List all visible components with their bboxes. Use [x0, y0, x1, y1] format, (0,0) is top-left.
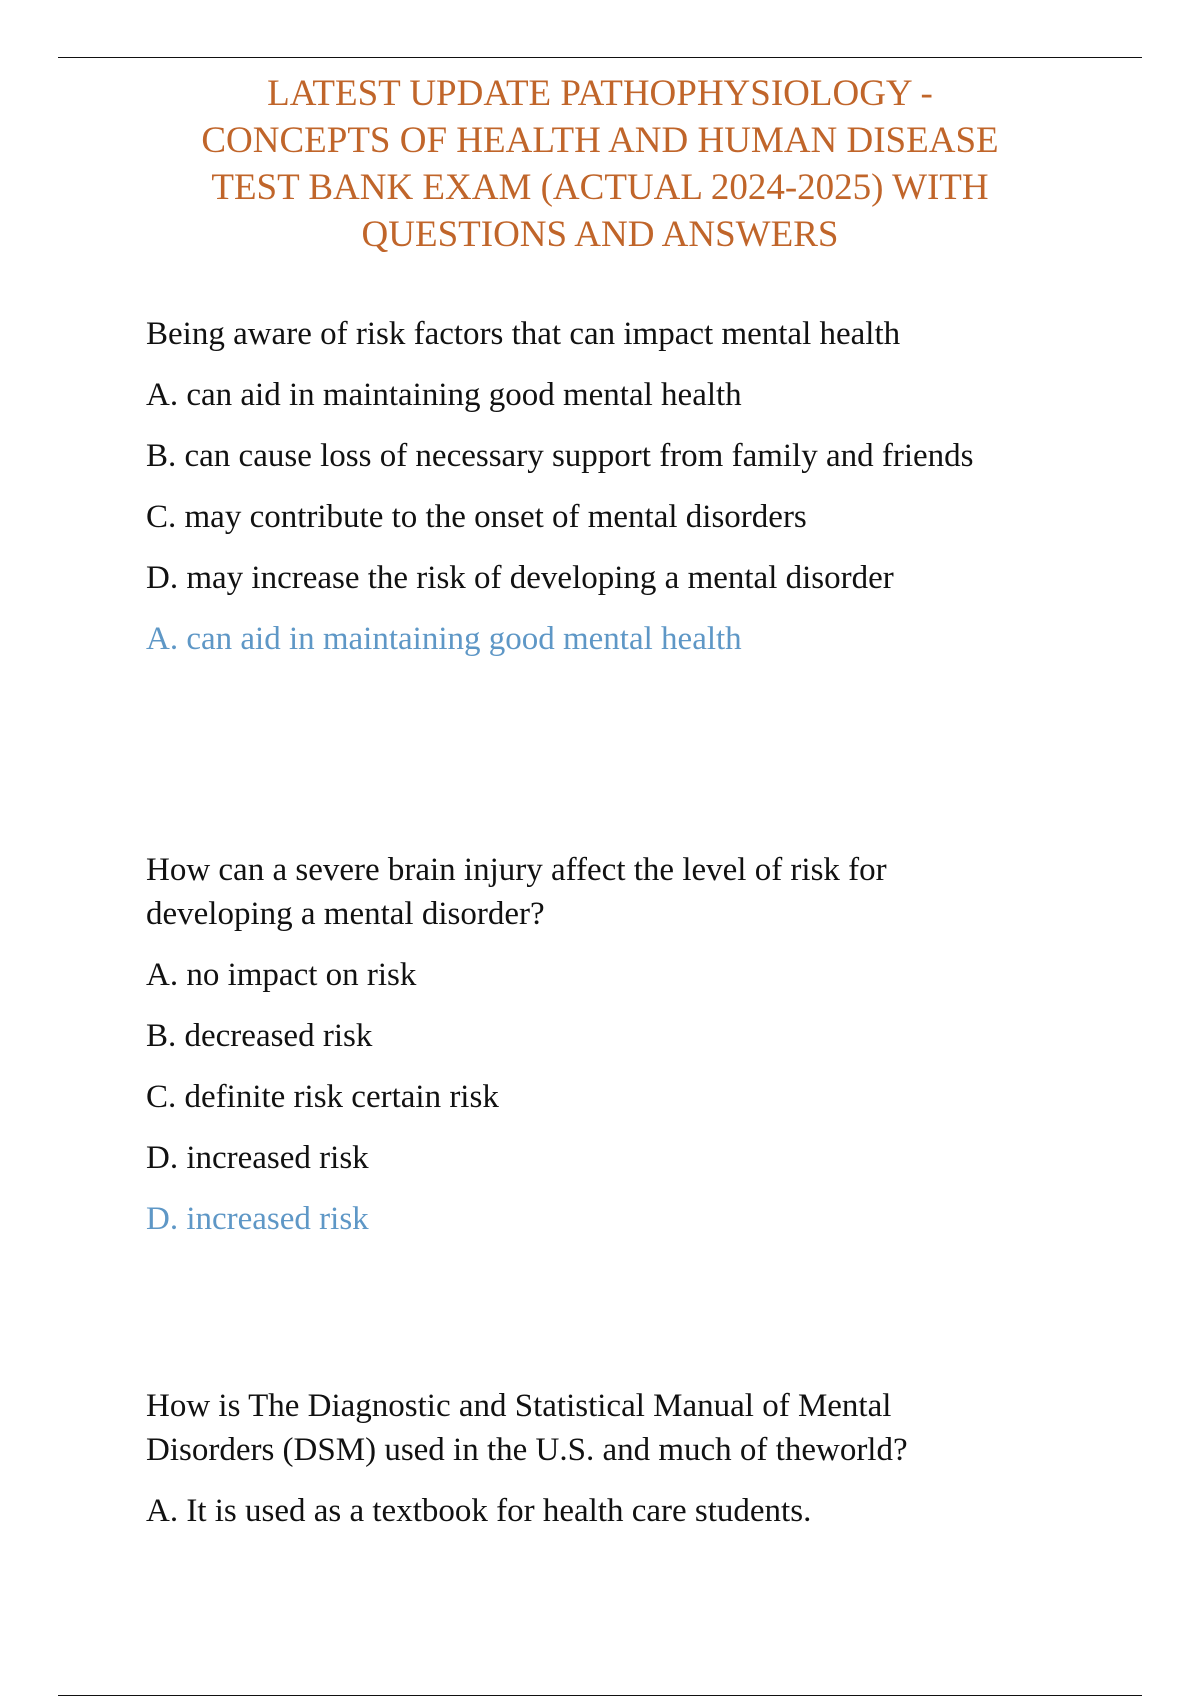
correct-answer: D. increased risk [146, 1201, 369, 1237]
question-stem: How is The Diagnostic and Statistical Manual of Mental Disorders (DSM) used in the U.S. and much of theworld? [146, 1388, 908, 1468]
question-block-1 [146, 312, 1006, 848]
title-line: LATEST UPDATE PATHOPHYSIOLOGY - [267, 73, 933, 114]
option-c: C. definite risk certain risk [146, 1079, 499, 1115]
top-rule [58, 57, 1142, 58]
option-b: B. can cause loss of necessary support from family and friends [146, 438, 974, 474]
title-line: TEST BANK EXAM (ACTUAL 2024-2025) WITH [211, 167, 989, 208]
question-block-3 [146, 1384, 1006, 1533]
option-b: B. decreased risk [146, 1018, 373, 1054]
question-block-2 [146, 848, 1006, 1384]
bottom-rule [58, 1695, 1142, 1696]
title-line: CONCEPTS OF HEALTH AND HUMAN DISEASE [201, 120, 999, 161]
document-title [100, 70, 1100, 258]
correct-answer: A. can aid in maintaining good mental health [146, 621, 742, 657]
question-stem: How can a severe brain injury affect the level of risk for developing a mental disorder? [146, 852, 887, 932]
option-d: D. may increase the risk of developing a mental disorder [146, 560, 894, 596]
option-a: A. can aid in maintaining good mental health [146, 377, 742, 413]
title-line: QUESTIONS AND ANSWERS [361, 214, 839, 255]
question-list [146, 312, 1006, 1550]
question-stem: Being aware of risk factors that can impact mental health [146, 316, 901, 352]
option-a: A. no impact on risk [146, 957, 417, 993]
option-a: A. It is used as a textbook for health care students. [146, 1493, 812, 1529]
option-c: C. may contribute to the onset of mental disorders [146, 499, 807, 535]
option-d: D. increased risk [146, 1140, 369, 1176]
